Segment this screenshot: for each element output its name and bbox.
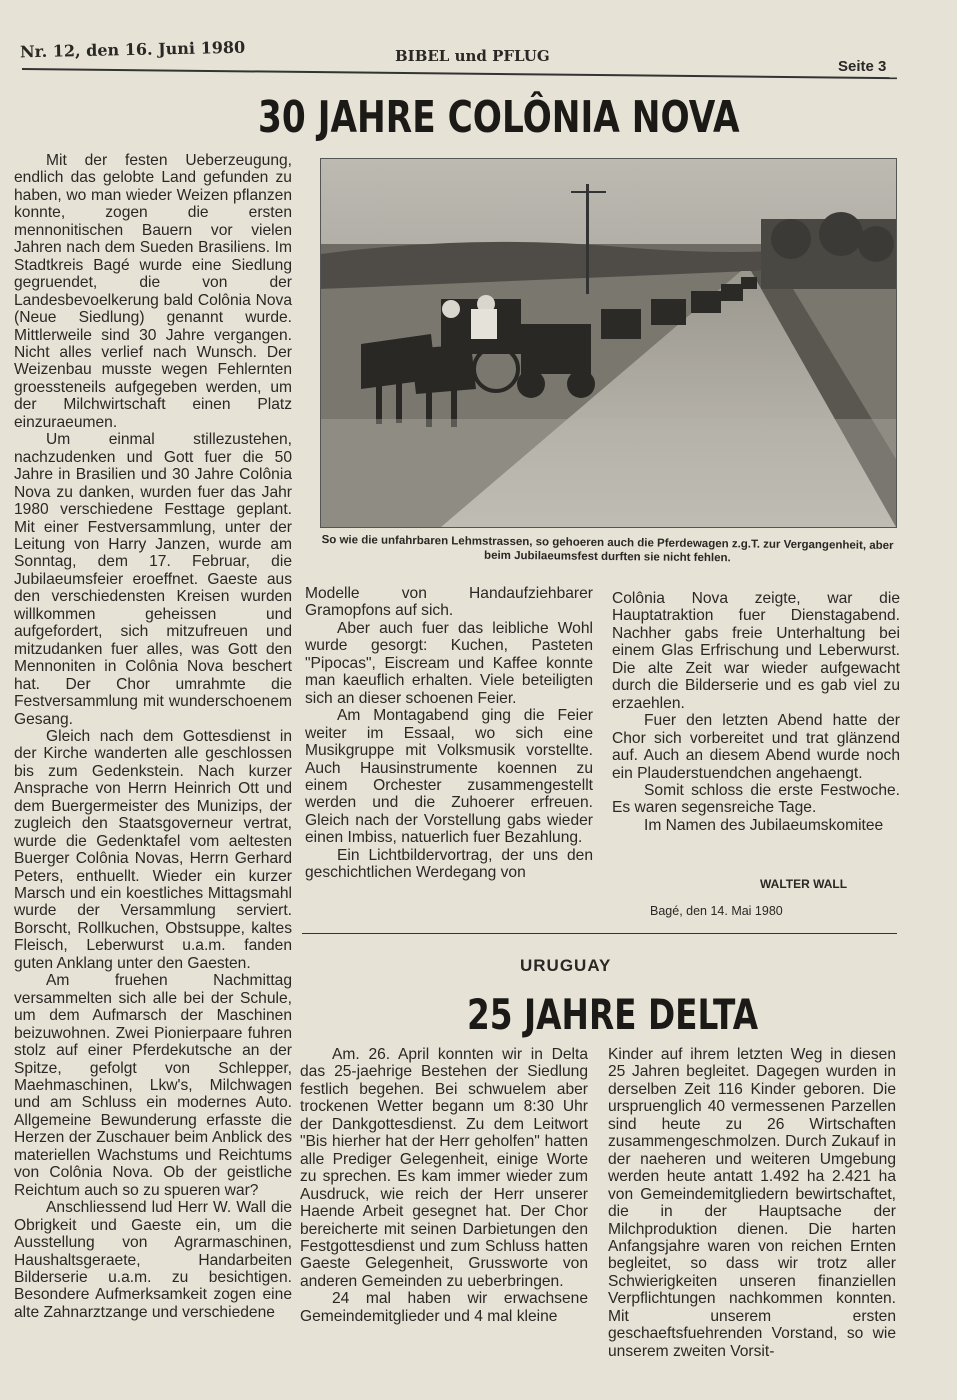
article1-column-2	[305, 585, 593, 882]
issue-number: Nr. 12, den 16. Juni 1980	[19, 37, 246, 62]
paragraph: Kinder auf ihrem letzten Weg in diesen 25 Jahren begleitet. Dagegen wurden in derselben Zeit 116 Kinder geboren. Die urspruenglich 40 vermessenen Parzellen sind heute zu 26 Wirtschaften zusammengeschmolzen. Durch Zukauf in der naeheren und weiteren Umgebung werden heute antatt 1.492 ha 2.421 ha von Gemeindemitgliedern bewirtschaftet, die in der Hauptsache der Milchproduktion dienen. Die harten Anfangsjahre waren von reichen Ernten begleitet, so dass wir trotz aller Schwierigkeiten unseren finanziellen Verpflichtungen nachkommen konnten. Mit unserem ersten geschaeftsfuehrenden Vorstand, so wie unserem zweiten Vorsit-	[608, 1046, 896, 1360]
author-signature: WALTER WALL	[760, 877, 848, 891]
article2-column-2	[300, 1046, 588, 1325]
paragraph: Colônia Nova zeigte, war die Hauptatraktion fuer Dienstagabend. Nachher gabs freie Unterhaltung bei einem Glas Erfrischung und Leberwurst. Die alte Zeit war wieder aufgewacht durch die Bilderserie und es gab viel zu erzaehlen.	[612, 590, 900, 712]
paragraph: Gleich nach dem Gottesdienst in der Kirche wanderten alle geschlossen bis zum Gedenkstein. Nach kurzer Ansprache von Herrn Heinrich Ott und dem Buergermeister des Munizips, der zugleich den Staatsgoverneur vertrat, wurde die Gedenktafel vom aeltesten Buerger Colônia Novas, Herrn Gerhard Peters, enthuellt. Wieder ein kurzer Marsch und ein koestliches Mittagsmahl wurde der Versammlung serviert. Borscht, Rollkuchen, Obstsuppe, kaltes Fleisch, Leberwurst u.a.m. fanden guten Anklang unter den Gaesten.	[14, 727, 292, 972]
paragraph: Am Montagabend ging die Feier weiter im Essaal, wo sich eine Musikgruppe mit Volksmusik vorstellte. Auch Hausinstrumente koennen zu einem Orchester zusammengestellt werden und die Zuhoerer erfreuen. Gleich nach der Vorstellung gabs wieder einen Imbiss, natuerlich fuer Bezahlung.	[305, 707, 593, 847]
paragraph: Im Namen des Jubilaeumskomitee	[644, 816, 884, 834]
page-number: Seite 3	[838, 58, 887, 75]
photo-caption: So wie die unfahrbaren Lehmstrassen, so gehoeren auch die Pferdewagen z.g.T. zur Vergangenheit, aber beim Jubilaeumsfest durften sie nicht fehlen.	[321, 534, 894, 565]
photo-horse-carts-parade	[320, 158, 897, 528]
paragraph: Anschliessend lud Herr W. Wall die Obrigkeit und Gaeste ein, um die Ausstellung von Agrarmaschinen, Haushaltsgeraete, Handarbeiten Bilderserie u.a.m. zu besichtigen. Besondere Aufmerksamkeit zogen eine alte Zahnarztzange und verschiedene	[14, 1199, 292, 1321]
article2-headline: 25 JAHRE DELTA	[467, 990, 759, 1039]
article2-column-3	[608, 1046, 896, 1360]
paragraph: Somit schloss die erste Festwoche. Es waren segensreiche Tage.	[612, 781, 900, 817]
paragraph: Aber auch fuer das leibliche Wohl wurde gesorgt: Kuchen, Pasteten "Pipocas", Eiscream und Kaffee konnte man kaeuflich erhalten. Viele beteiligten sich an dieser schoenen Feier.	[305, 619, 593, 707]
paragraph: Modelle von Handaufziehbarer Gramopfons auf sich.	[305, 585, 593, 620]
dateline: Bagé, den 14. Mai 1980	[650, 904, 783, 918]
section-label: URUGUAY	[520, 956, 612, 975]
paragraph: Fuer den letzten Abend hatte der Chor sich vorbereitet und trat glänzend auf. Auch an diesem Abend wurde noch ein Plauderstuendchen angehaengt.	[612, 712, 900, 782]
paragraph: Mit der festen Ueberzeugung, endlich das gelobte Land gefunden zu haben, wo man wieder Weizen pflanzen konnte, zogen die ersten mennonitischen Bauern vor vielen Jahren nach dem Sueden Brasiliens. Im Stadtkreis Bagé wurde eine Siedlung gegruendet, die von der Landesbevoelkerung bald Colônia Nova (Neue Siedlung) genannt wurde. Mittlerweile sind 30 Jahre vergangen. Nicht alles verlief nach Wunsch. Der Weizenbau musste wegen Fehlernten groessteneils aufgegeben werden, um der Milchwirtschaft einen Platz einzuraeumen.	[14, 152, 292, 431]
photo-image	[321, 159, 896, 527]
article-divider	[302, 933, 897, 934]
article1-column-3	[612, 590, 900, 834]
paper-title: BIBEL und PFLUG	[395, 47, 550, 65]
paragraph: Ein Lichtbildervortrag, der uns den geschichtlichen Werdegang von	[305, 846, 593, 882]
article1-headline: 30 JAHRE COLÔNIA NOVA	[258, 92, 740, 143]
paragraph: Am. 26. April konnten wir in Delta das 25-jaehrige Bestehen der Siedlung festlich begehen. Bei schwuelem aber trockenen Wetter begann um 8:30 Uhr der Dankgottesdienst. Zu dem Leitwort "Bis hierher hat der Herr geholfen" hatten alle Prediger Gelegenheit, einige Worte zu sprechen. Es kam immer wieder zum Ausdruck, wie reich der Herr unserer Haende Arbeit gesegnet hat. Der Chor bereicherte mit seinen Darbietungen den Festgottesdienst und zum Schluss hatten Gaeste Gelegenheit, Grussworte von anderen Gemeinden zu ueberbringen.	[300, 1046, 588, 1290]
paragraph: 24 mal haben wir erwachsene Gemeindemitglieder und 4 mal kleine	[300, 1290, 588, 1325]
article1-column-1	[14, 152, 292, 1321]
paragraph: Am fruehen Nachmittag versammelten sich alle bei der Schule, um dem Aufmarsch der Maschinen beizuwohnen. Zwei Pionierpaare fuhren stolz auf einer Pferdekutsche an der Spitze, gefolgt von Schlepper, Maehmaschinen, Lkw's, Milchwagen und am Schluss ein modernes Auto. Allgemeine Bewunderung erfasste die Herzen der Zuschauer beim Anblick des materiellen Wachstums und Reichtums von Colônia Nova. Ob der geistliche Reichtum auch so zu spueren war?	[14, 972, 292, 1199]
header-rule	[22, 68, 897, 79]
paragraph: Um einmal stillezustehen, nachzudenken und Gott fuer die 50 Jahre in Brasilien und 30 Jahre Colônia Nova zu danken, wurden fuer das Jahr 1980 verschiedene Festtage geplant. Mit einer Festversammlung, unter der Leitung von Harry Janzen, wurde am Sonntag, dem 17. Februar, die Jubilaeumsfeier eroeffnet. Gaeste aus den verschiedensten Kreisen wurden willkommen geheissen und aufgefordert, sich mitzufreuen und mitzudanken fuer alles, was Gott den Mennoniten in Colônia Nova beschert hat. Der Chor umrahmte die Festversammlung mit wunderschoenem Gesang.	[14, 431, 292, 728]
